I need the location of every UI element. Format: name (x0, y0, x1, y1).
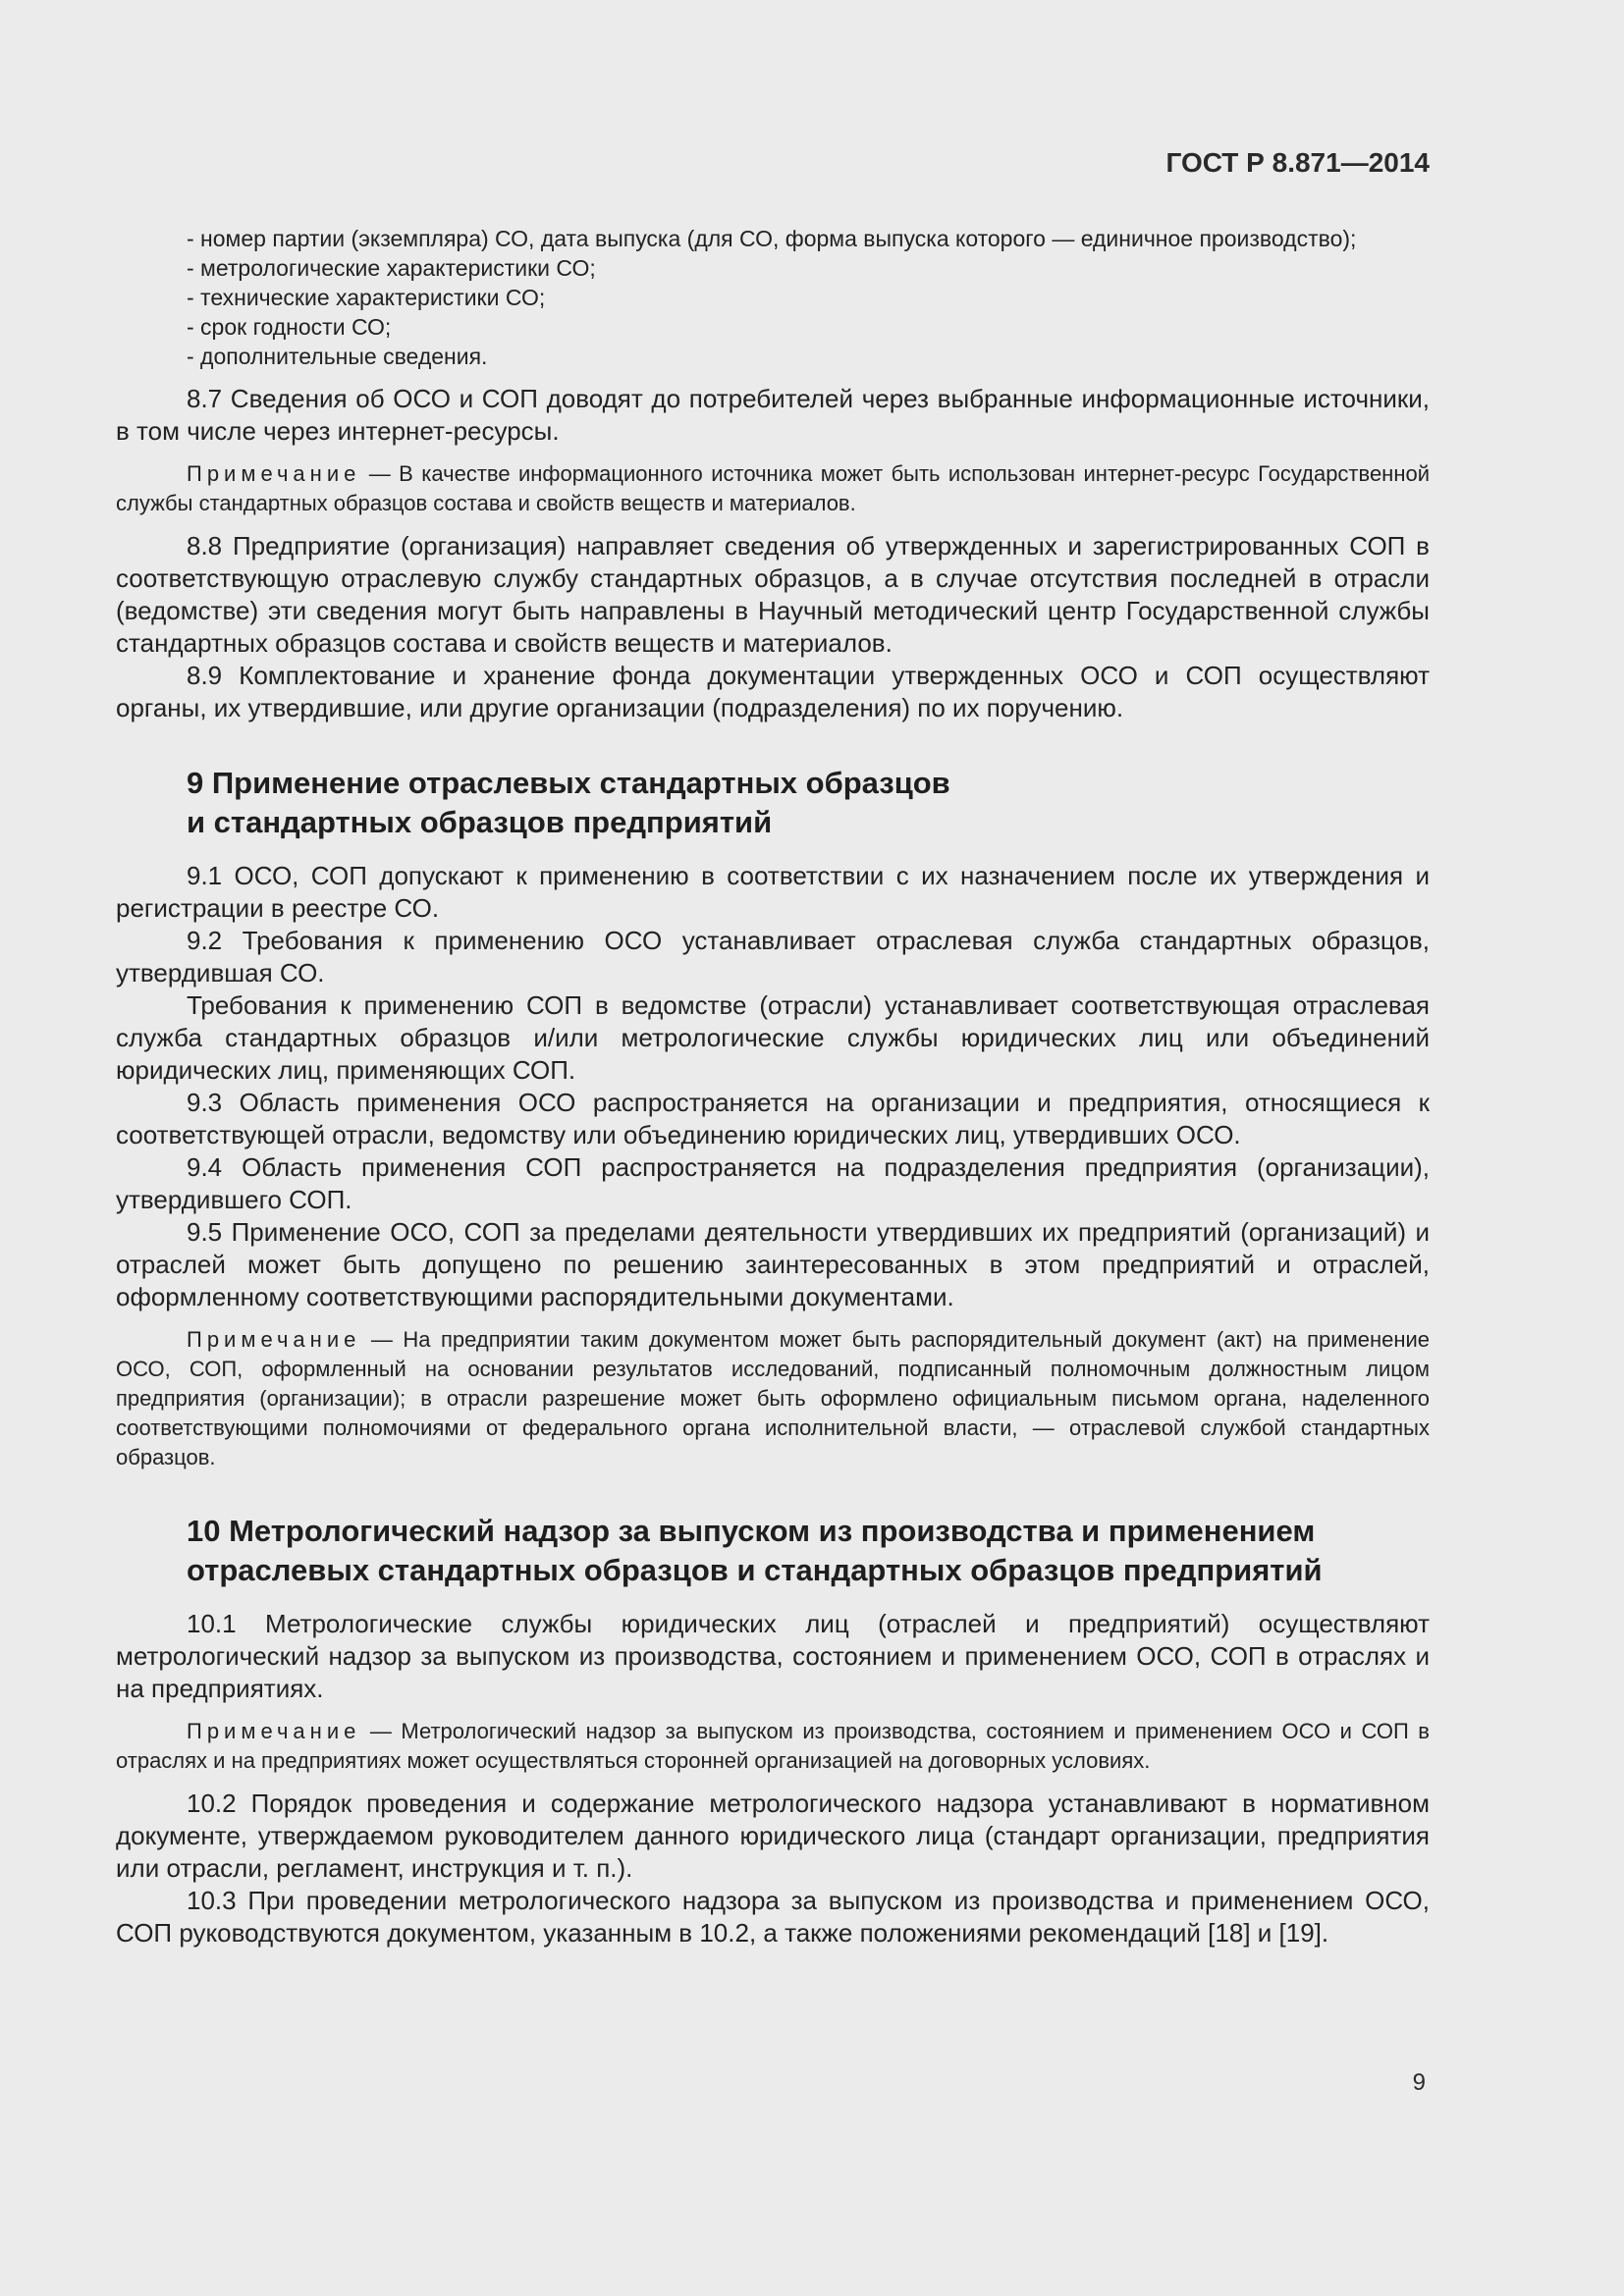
paragraph-10-1: 10.1 Метрологические службы юридических лиц (отраслей и предприятий) осуществляют метрологический надзор за выпуском из производства, состоянием и применением ОСО, СОП в отраслях и на предприятиях. (116, 1609, 1430, 1703)
document-code: ГОСТ Р 8.871—2014 (1165, 147, 1430, 178)
note-2 (116, 1325, 1430, 1472)
info-list (116, 224, 1430, 371)
paragraph-10-2: 10.2 Порядок проведения и содержание метрологического надзора устанавливают в нормативном документе, утверждаемом руководителем данного юридического лица (стандарт организации, предприятия или отрасли, регламент, инструкция и т. п.). (116, 1789, 1430, 1883)
section-9-title-line1: 9 Применение отраслевых стандартных образцов (187, 766, 950, 800)
list-item: - метрологические характеристики СО; (187, 255, 596, 281)
paragraph-9-4: 9.4 Область применения СОП распространяется на подразделения предприятия (организации), утвердившего СОП. (116, 1152, 1430, 1214)
paragraph-9-5: 9.5 Применение ОСО, СОП за пределами деятельности утвердивших их предприятий (организаций) и отраслей может быть допущено по решению заинтересованных в этом предприятий и отраслей, оформленному соответствующими распорядительными документами. (116, 1217, 1430, 1311)
paragraph-8-7: 8.7 Сведения об ОСО и СОП доводят до потребителей через выбранные информационные источники, в том числе через интернет-ресурсы. (116, 384, 1430, 446)
note-1 (116, 459, 1430, 518)
section-9-title-line2: и стандартных образцов предприятий (187, 805, 773, 839)
note-3 (116, 1717, 1430, 1776)
page-number: 9 (1412, 2069, 1426, 2096)
note-text: — В качестве информационного источника может быть использован интернет-ресурс Государственной службы стандартных образцов состава и свойств веществ и материалов. (116, 461, 1430, 515)
note-label: Примечание (187, 461, 361, 486)
note-text: — На предприятии таким документом может быть распорядительный документ (акт) на применение ОСО, СОП, оформленный на основании результатов исследований, подписанный полномочным должностным лицом предприятия (организации); в отрасли разрешение может быть оформлено официальным письмом органа, наделенного соответствующими полномочиями от федерального органа исполнительной власти, — отраслевой службой стандартных образцов. (116, 1327, 1430, 1469)
section-10-title-line1: 10 Метрологический надзор за выпуском из производства и применением (187, 1514, 1316, 1548)
section-10-title (187, 1512, 1430, 1590)
document-body (116, 224, 1430, 1949)
paragraph-10-3: 10.3 При проведении метрологического надзора за выпуском из производства и применением ОСО, СОП руководствуются документом, указанным в 10.2, а также положениями рекомендаций [18] и [19]. (116, 1886, 1430, 1948)
section-10-title-line2: отраслевых стандартных образцов и стандартных образцов предприятий (187, 1553, 1323, 1587)
section-9-title (187, 764, 1430, 842)
list-item: - номер партии (экземпляра) СО, дата выпуска (для СО, форма выпуска которого — единичное производство); (187, 226, 1357, 251)
paragraph-8-9: 8.9 Комплектование и хранение фонда документации утвержденных ОСО и СОП осуществляют органы, их утвердившие, или другие организации (подразделения) по их поручению. (116, 661, 1430, 722)
paragraph-9-1: 9.1 ОСО, СОП допускают к применению в соответствии с их назначением после их утверждения и регистрации в реестре СО. (116, 861, 1430, 923)
paragraph-9-3: 9.3 Область применения ОСО распространяется на организации и предприятия, относящиеся к соответствующей отрасли, ведомству или объединению юридических лиц, утвердивших ОСО. (116, 1088, 1430, 1149)
list-item: - срок годности СО; (187, 314, 392, 340)
paragraph-8-8: 8.8 Предприятие (организация) направляет сведения об утвержденных и зарегистрированных СОП в соответствующую отраслевую службу стандартных образцов, а в случае отсутствия последней в отрасли (ведомстве) эти сведения могут быть направлены в Научный методический центр Государственной службы стандартных образцов состава и свойств веществ и материалов. (116, 531, 1430, 658)
note-text: — Метрологический надзор за выпуском из производства, состоянием и применением ОСО и СОП в отраслях и на предприятиях может осуществляться сторонней организацией на договорных условиях. (116, 1719, 1430, 1773)
list-item: - дополнительные сведения. (187, 344, 488, 369)
list-item: - технические характеристики СО; (187, 285, 546, 310)
paragraph-9-2: 9.2 Требования к применению ОСО устанавливает отраслевая служба стандартных образцов, утвердившая СО. (116, 926, 1430, 988)
paragraph-9-2b: Требования к применению СОП в ведомстве (отрасли) устанавливает соответствующая отраслевая служба стандартных образцов и/или метрологические службы юридических лиц или объединений юридических лиц, применяющих СОП. (116, 990, 1430, 1085)
note-label: Примечание (187, 1327, 361, 1352)
note-label: Примечание (187, 1719, 361, 1743)
